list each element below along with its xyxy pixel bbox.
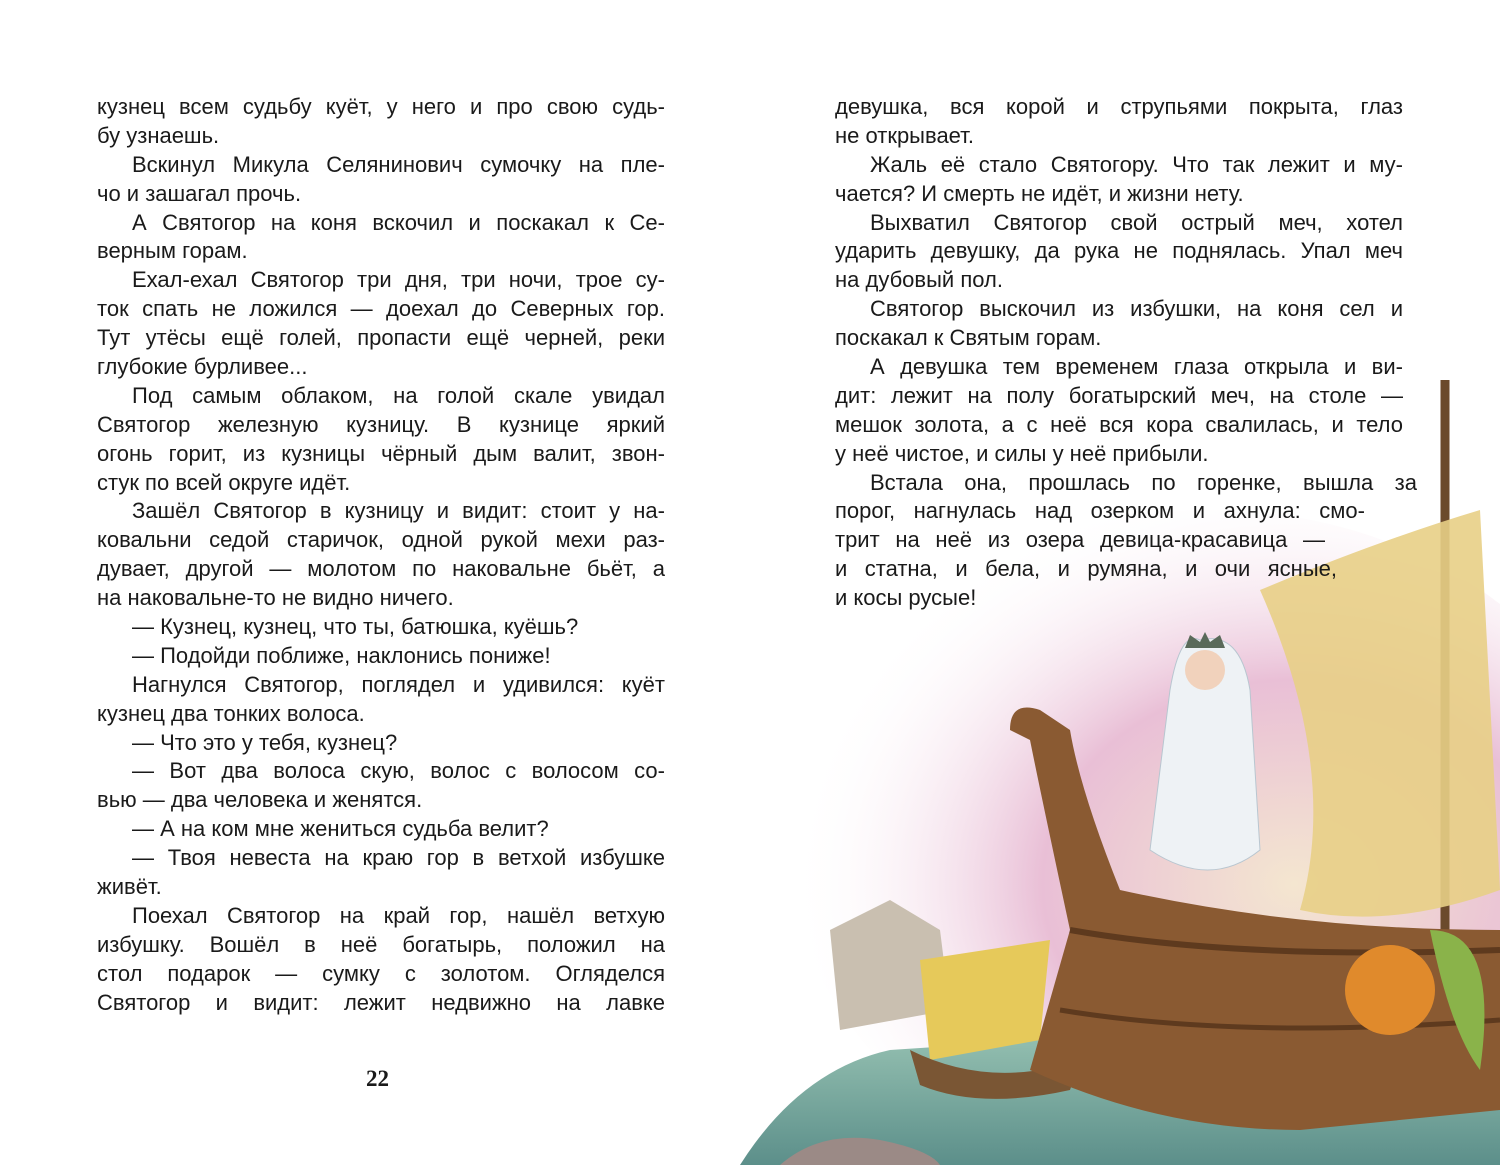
shield bbox=[1345, 945, 1435, 1035]
text-line: у неё чистое, и силы у неё прибыли. bbox=[835, 440, 1209, 466]
text-line: — А на ком мне жениться судьба велит? bbox=[132, 816, 549, 842]
text-line: Жаль её стало Святогору. Что так лежит и му- bbox=[870, 151, 1403, 177]
text-line: Встала она, прошлась по горенке, вышла за bbox=[870, 469, 1417, 495]
right-text-column bbox=[835, 93, 1417, 613]
text-line: чо и зашагал прочь. bbox=[97, 180, 302, 206]
text-line: Святогор железную кузницу. В кузнице яркий bbox=[97, 411, 665, 437]
text-line: на наковальне-то не видно ничего. bbox=[97, 585, 454, 611]
text-line: бу узнаешь. bbox=[97, 122, 220, 148]
text-line: девушка, вся корой и струпьями покрыта, глаз bbox=[835, 94, 1403, 119]
text-line: живёт. bbox=[97, 874, 162, 900]
text-line: Святогор выскочил из избушки, на коня сел и bbox=[870, 296, 1403, 322]
text-line: — Что это у тебя, кузнец? bbox=[132, 729, 398, 755]
text-line: мешок золота, а с неё вся кора свалилась, и тело bbox=[835, 411, 1403, 437]
text-line: верным горам. bbox=[97, 238, 248, 264]
text-line: стол подарок — сумку с золотом. Огляделся bbox=[97, 960, 665, 986]
text-line: кузнец всем судьбу куёт, у него и про свою судь- bbox=[97, 94, 665, 119]
text-line: вью — два человека и женятся. bbox=[97, 787, 423, 813]
text-line: поскакал к Святым горам. bbox=[835, 325, 1102, 351]
text-line: Вскинул Микула Селянинович сумочку на пле- bbox=[132, 151, 665, 177]
text-line: — Вот два волоса скую, волос с волосом со- bbox=[132, 758, 665, 784]
text-line: ударить девушку, да рука не поднялась. Упал меч bbox=[835, 238, 1403, 264]
text-line: А девушка тем временем глаза открыла и ви- bbox=[870, 354, 1403, 380]
text-line: на дубовый пол. bbox=[835, 267, 1003, 293]
text-line: дувает, другой — молотом по наковальне бьёт, а bbox=[97, 556, 665, 582]
text-line: Выхватил Святогор свой острый меч, хотел bbox=[870, 209, 1403, 235]
text-line: Поехал Святогор на край гор, нашёл ветхую bbox=[132, 902, 665, 928]
text-line: трит на неё из озера девица-красавица — bbox=[835, 527, 1325, 553]
text-line: и статна, и бела, и румяна, и очи ясные, bbox=[835, 556, 1337, 582]
text-line: порог, нагнулась над озерком и ахнула: смо- bbox=[835, 498, 1365, 524]
text-line: глубокие бурливее... bbox=[97, 354, 308, 380]
text-line: Тут утёсы ещё голей, пропасти ещё черней, реки bbox=[97, 325, 665, 351]
text-line: — Подойди поближе, наклонись пониже! bbox=[132, 642, 551, 668]
text-line: ток спать не ложился — доехал до Северных гор. bbox=[97, 296, 665, 322]
text-line: — Кузнец, кузнец, что ты, батюшка, куёшь? bbox=[132, 614, 579, 640]
text-line: кузнец два тонких волоса. bbox=[97, 700, 365, 726]
text-line: чается? И смерть не идёт, и жизни нету. bbox=[835, 180, 1244, 206]
text-line: огонь горит, из кузницы чёрный дым валит, звон- bbox=[97, 440, 665, 466]
text-line: дит: лежит на полу богатырский меч, на столе — bbox=[835, 382, 1403, 408]
page-number: 22 bbox=[366, 1066, 389, 1091]
text-line: избушку. Вошёл в неё богатырь, положил на bbox=[97, 931, 665, 957]
text-line: А Святогор на коня вскочил и поскакал к Се- bbox=[132, 209, 665, 235]
text-line: Зашёл Святогор в кузницу и видит: стоит у на- bbox=[132, 498, 665, 524]
text-line: стук по всей округе идёт. bbox=[97, 469, 351, 495]
text-line: Нагнулся Святогор, поглядел и удивился: куёт bbox=[132, 671, 665, 697]
left-text-column bbox=[97, 93, 665, 1018]
text-line: Под самым облаком, на голой скале увидал bbox=[132, 382, 665, 408]
text-line: Святогор и видит: лежит недвижно на лавке bbox=[97, 989, 665, 1015]
text-line: Ехал-ехал Святогор три дня, три ночи, трое су- bbox=[132, 267, 665, 293]
text-line: и косы русые! bbox=[835, 585, 977, 611]
text-line: — Твоя невеста на краю гор в ветхой избушке bbox=[132, 845, 665, 871]
text-line: не открывает. bbox=[835, 122, 974, 148]
text-line: ковальни седой старичок, одной рукой мехи раз- bbox=[97, 527, 665, 553]
